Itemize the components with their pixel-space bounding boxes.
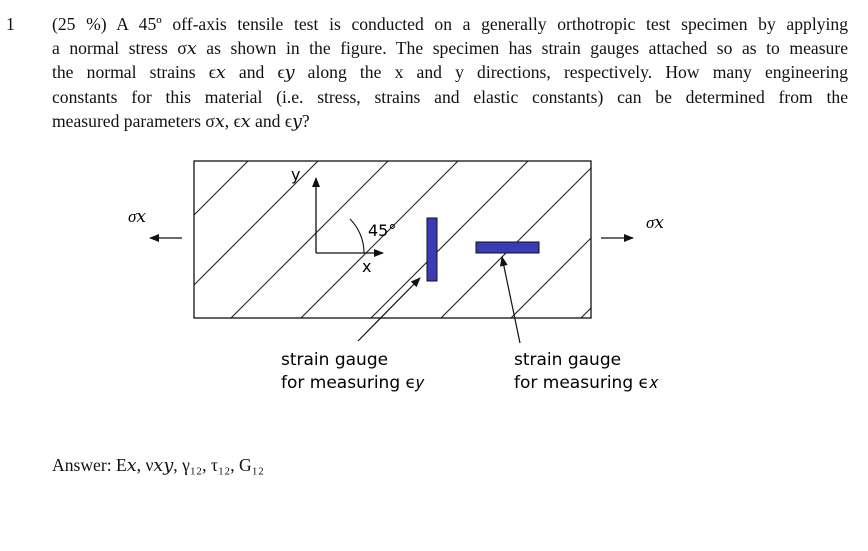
leader-arrow-gauge-y [358,278,420,341]
question-line: measured parameters σ𝑥, ϵ𝑥 and ϵ𝑦? [52,110,310,131]
gauge-y-label-line1: strain gauge [281,350,389,370]
question-line: the normal strains ϵ𝑥 and ϵ𝑦 along the x and y directions, respectively. How many engineering [52,62,848,83]
x-axis-label: x [362,257,372,276]
question-line: constants for this material (i.e. stress, strains and elastic constants) can be determined from the [52,86,848,107]
y-axis-label: y [291,165,301,184]
angle-arc [350,219,364,253]
answer-text: Answer: E𝑥, ν𝑥𝑦, γ₁₂, τ₁₂, G₁₂ [52,455,265,475]
strain-gauge-x [476,242,539,253]
question-number: 1 [6,14,15,34]
sigma-right-label: σ𝑥 [646,213,664,232]
gauge-x-label-line2: for measuring ϵ𝑥 [514,373,659,393]
leader-arrow-gauge-x [502,257,520,343]
strain-gauge-y [427,218,437,281]
question-line: (25 %) A 45º off-axis tensile test is conducted on a generally orthotropic test specimen by applying [52,14,848,34]
question-line: a normal stress σ𝑥 as shown in the figure. The specimen has strain gauges attached so as to measure [52,38,848,59]
angle-label: 45° [368,221,397,240]
gauge-y-label-line2: for measuring ϵ𝑦 [281,373,424,393]
gauge-x-label-line1: strain gauge [514,350,622,370]
sigma-left-label: σ𝑥 [128,207,146,226]
